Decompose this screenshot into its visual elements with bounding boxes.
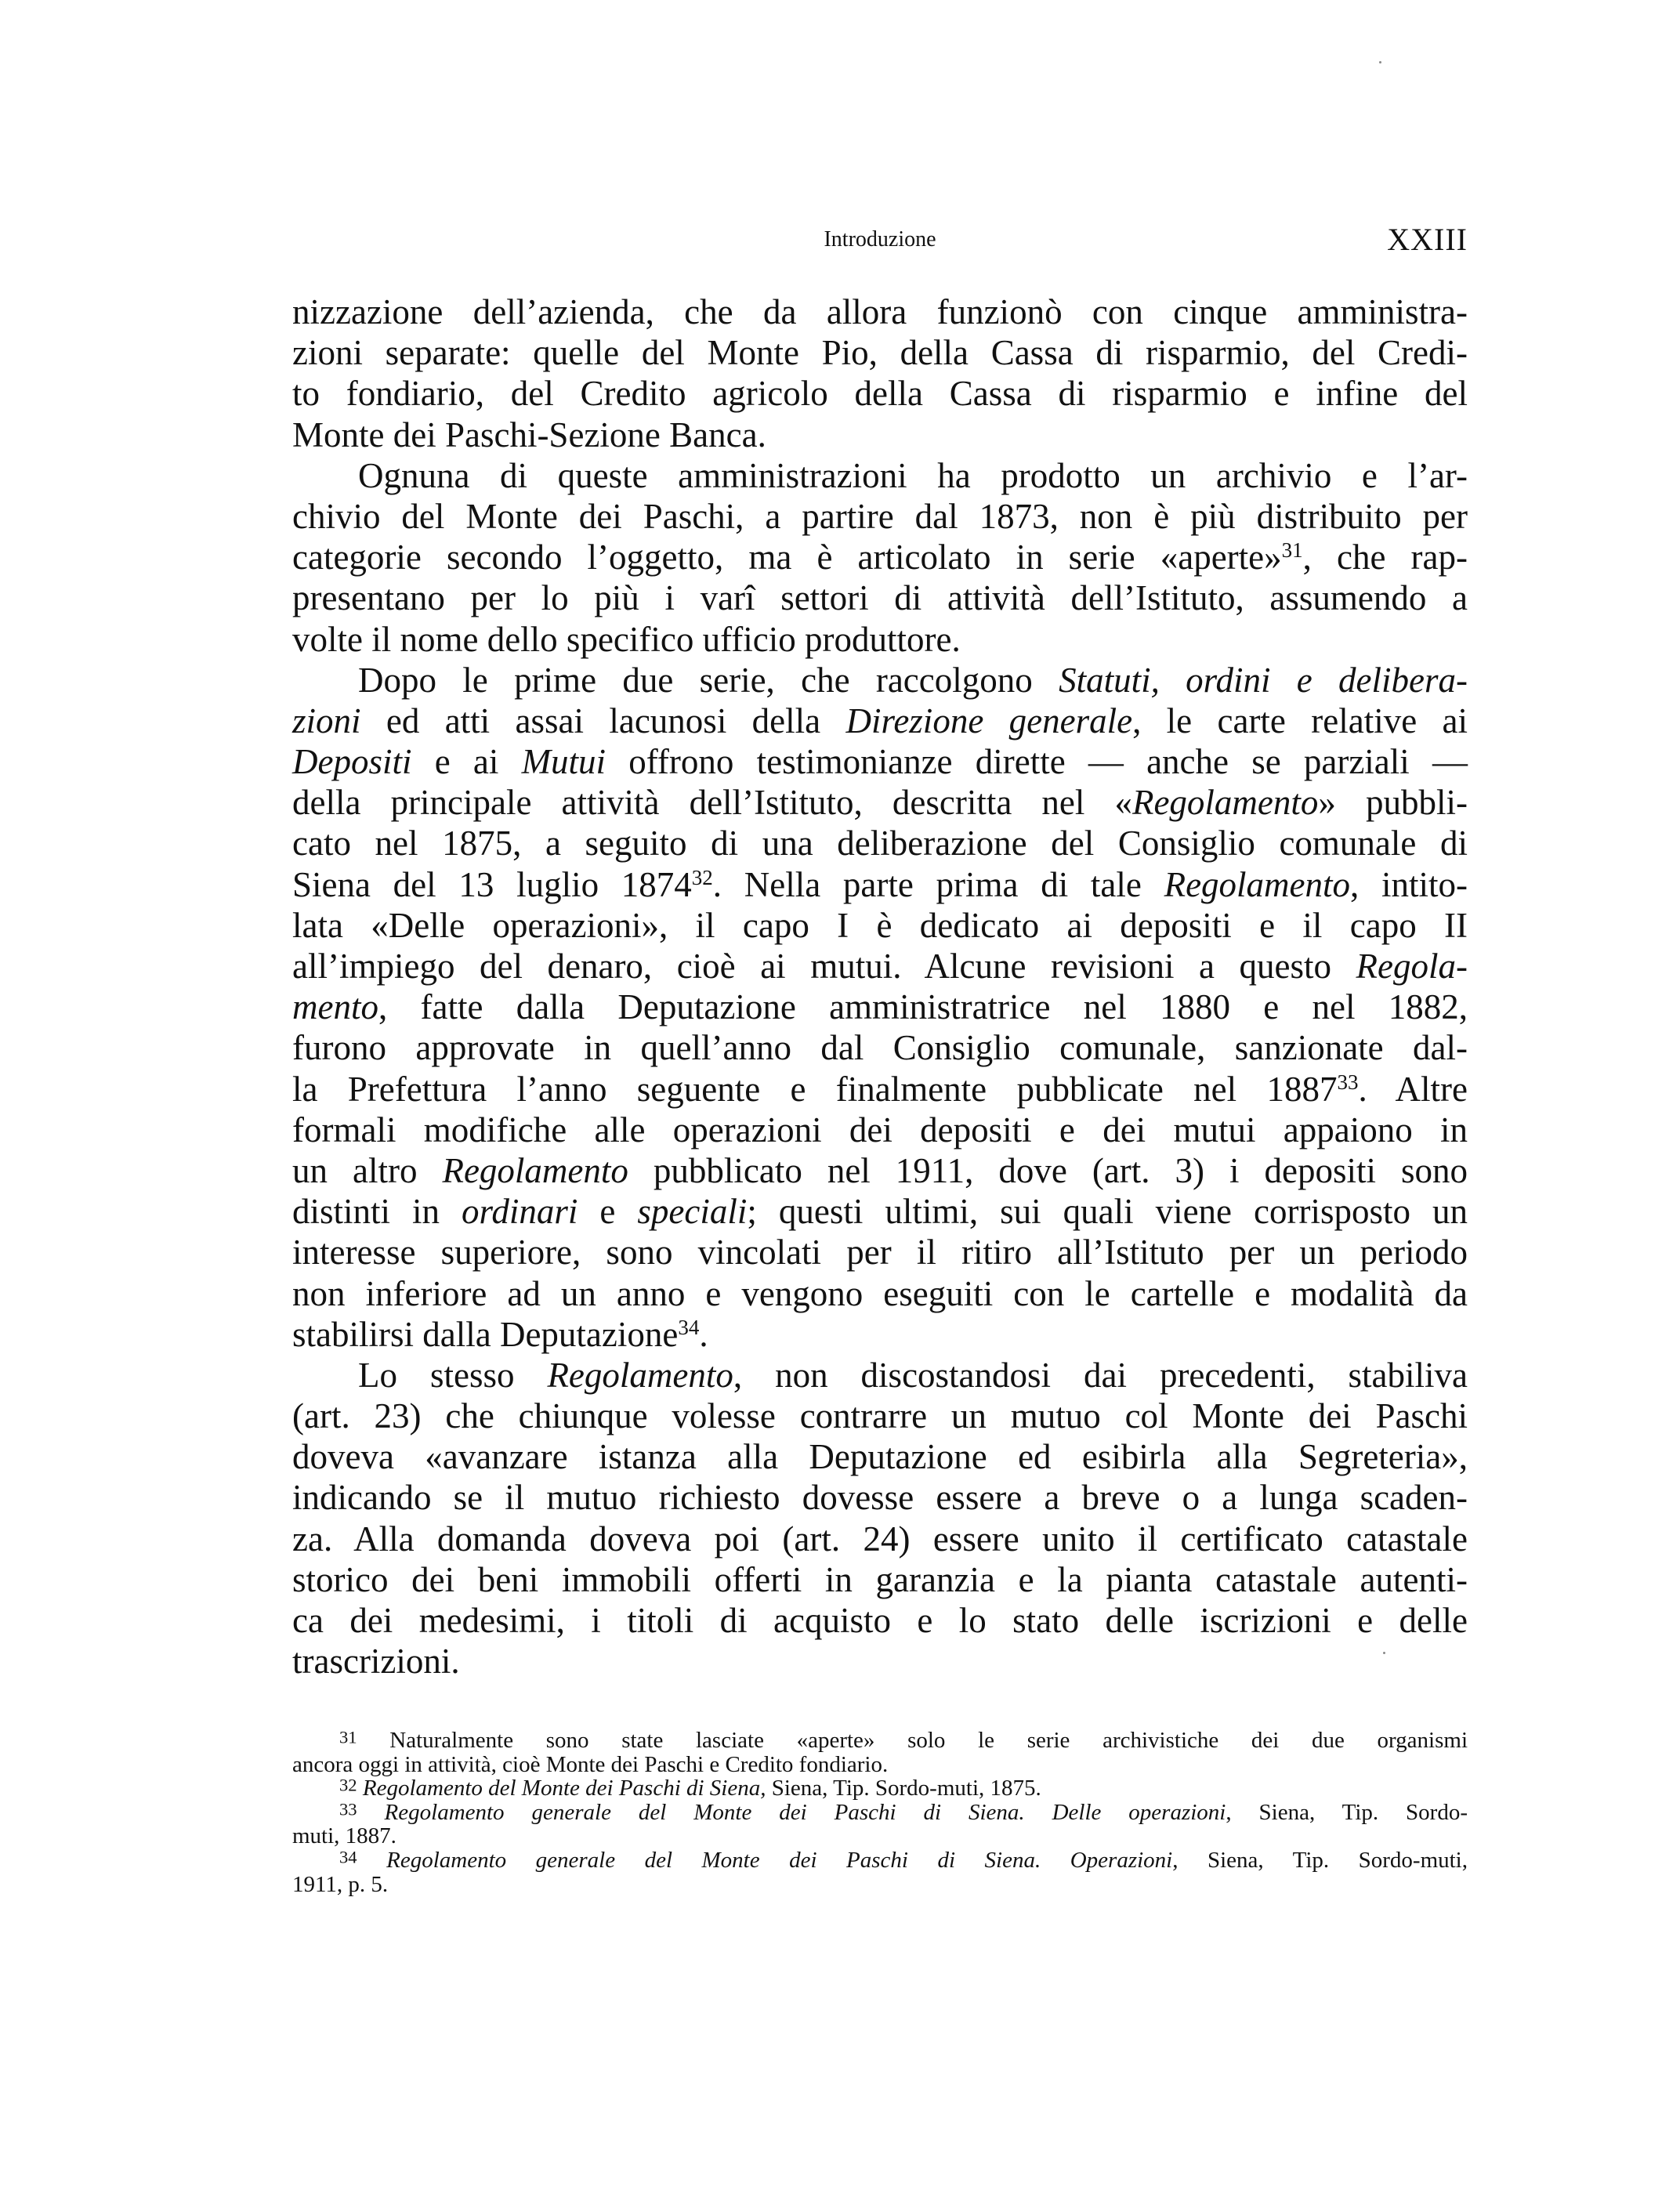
text-run: stabilirsi dalla Deputazione [292, 1314, 679, 1354]
body-line [292, 864, 1468, 905]
footnotes [292, 1729, 1468, 1896]
body-line [292, 905, 1468, 946]
italic-text: Regola- [1356, 947, 1468, 986]
body-line [292, 1396, 1468, 1436]
body-line [292, 987, 1468, 1027]
italic-text: ordinari [462, 1192, 578, 1232]
text-run: , fatte dalla Deputazione amministratrice nel 1880 e nel 1882, [378, 987, 1468, 1027]
footnote-line [292, 1729, 1468, 1753]
body-line [292, 619, 1468, 660]
text-run: ca dei medesimi, i titoli di acquisto e lo stato delle iscrizioni e delle [292, 1601, 1468, 1640]
body-line [292, 701, 1468, 741]
text-run: Naturalmente sono state lasciate «aperte» solo le serie archivistiche dei due organismi [357, 1728, 1468, 1753]
text-run: la Prefettura l’anno seguente e finalmente pubblicate nel 1887 [292, 1069, 1338, 1109]
text-run: Siena, Tip. Sordo-muti, 1875. [766, 1776, 1041, 1801]
text-run: presentano per lo più i varî settori di attività dell’Istituto, assumendo a [292, 578, 1468, 618]
text-run [357, 1848, 387, 1873]
text-run: » pubbli- [1318, 783, 1468, 823]
text-run [357, 1800, 385, 1825]
footnote-reference: 34 [678, 1315, 700, 1339]
text-run: ; questi ultimi, sui quali viene corrisposto un [747, 1192, 1468, 1232]
text-run: distinti in [292, 1192, 462, 1232]
text-run: chivio del Monte dei Paschi, a partire dal 1873, non è più distribuito per [292, 496, 1468, 536]
italic-text: Regolamento [1164, 864, 1351, 904]
text-run: muti, 1887. [292, 1823, 396, 1849]
italic-text: Regolamento [1131, 783, 1319, 823]
body-line [292, 1641, 1468, 1682]
body-line [292, 1314, 1468, 1355]
text-run: nizzazione dell’azienda, che da allora funzionò con cinque amministra- [292, 292, 1468, 331]
text-run: to fondiario, del Credito agricolo della Cassa di risparmio e infine del [292, 374, 1468, 414]
footnote-reference: 33 [1337, 1070, 1359, 1094]
text-run: ancora oggi in attività, cioè Monte dei Paschi e Credito fondiario. [292, 1751, 889, 1777]
body-line [292, 1110, 1468, 1150]
text-run: categorie secondo l’oggetto, ma è articolato in serie «aperte» [292, 538, 1282, 577]
body-line [292, 823, 1468, 863]
text-run: , non discostandosi dai precedenti, stabiliva [733, 1355, 1468, 1395]
body-line [292, 415, 1468, 455]
body-line [292, 782, 1468, 823]
text-run: e [578, 1192, 638, 1232]
body-line [292, 1232, 1468, 1273]
footnote-reference: 31 [1281, 538, 1303, 563]
italic-text: Regolamento [442, 1150, 628, 1190]
body-line [292, 1027, 1468, 1068]
italic-text: mento [292, 987, 378, 1027]
footnote-reference: 31 [339, 1727, 357, 1747]
text-run: Monte dei Paschi-Sezione Banca. [292, 415, 766, 454]
body-line [292, 1191, 1468, 1232]
body-line [292, 332, 1468, 373]
italic-text: Regolamento [547, 1355, 733, 1395]
body-line [292, 660, 1468, 701]
italic-text: Depositi [292, 742, 412, 782]
text-run: Dopo le prime due serie, che raccolgono [358, 660, 1059, 700]
body-line [292, 496, 1468, 537]
body-line [292, 1150, 1468, 1191]
text-run: interesse superiore, sono vincolati per il ritiro all’Istituto per un periodo [292, 1233, 1468, 1273]
body-line [292, 1600, 1468, 1641]
body-line [292, 1273, 1468, 1314]
text-run: Ognuna di queste amministrazioni ha prodotto un archivio e l’ar- [358, 455, 1468, 495]
text-run: offrono testimonianze dirette — anche se parziali — [606, 742, 1468, 782]
italic-text: Regolamento del Monte dei Paschi di Siena, [362, 1776, 766, 1801]
text-run: furono approvate in quell’anno dal Consiglio comunale, sanzionate dal- [292, 1028, 1468, 1068]
text-run: pubblicato nel 1911, dove (art. 3) i depositi sono [628, 1150, 1468, 1190]
body-line [292, 1069, 1468, 1110]
body-line [292, 946, 1468, 987]
running-head-title: Introduzione [824, 227, 936, 252]
italic-text: Regolamento generale del Monte dei Paschi di Siena. Operazioni [386, 1847, 1173, 1873]
text-run: e ai [411, 742, 522, 782]
text-run: , Siena, Tip. Sordo- [1226, 1799, 1468, 1825]
italic-text: zioni [292, 701, 361, 740]
running-head [292, 221, 1468, 260]
text-run: volte il nome dello specifico ufficio produttore. [292, 619, 961, 659]
text-run: indicando se il mutuo richiesto dovesse essere a breve o a lunga scaden- [292, 1478, 1468, 1518]
body-line [292, 455, 1468, 496]
body-line [292, 1559, 1468, 1600]
italic-text: Regolamento generale del Monte dei Paschi di Siena. Delle operazioni [384, 1799, 1226, 1825]
body-text [292, 291, 1468, 1682]
text-run: . Altre [1358, 1069, 1468, 1109]
body-line [292, 291, 1468, 332]
text-run: un altro [292, 1150, 443, 1190]
text-run: za. Alla domanda doveva poi (art. 24) essere unito il certificato catastale [292, 1519, 1468, 1559]
text-run: formali modifiche alle operazioni dei depositi e dei mutui appaiono in [292, 1110, 1468, 1149]
italic-text: speciali [637, 1192, 748, 1232]
body-line [292, 1436, 1468, 1477]
text-run: lata «Delle operazioni», il capo I è dedicato ai depositi e il capo II [292, 905, 1468, 945]
text-run: Siena del 13 luglio 1874 [292, 864, 692, 904]
footnote-line [292, 1873, 1468, 1897]
text-run: Lo stesso [358, 1355, 548, 1395]
footnote-line [292, 1753, 1468, 1777]
text-run: . Nella parte prima di tale [712, 864, 1164, 904]
text-run: all’impiego del denaro, cioè ai mutui. Alcune revisioni a questo [292, 947, 1356, 986]
text-run: storico dei beni immobili offerti in garanzia e la pianta catastale autenti- [292, 1559, 1468, 1599]
footnote-line [292, 1801, 1468, 1825]
body-line [292, 741, 1468, 782]
body-line [292, 1355, 1468, 1396]
scan-speck [1383, 1652, 1385, 1654]
footnote-reference: 32 [691, 865, 713, 889]
text-run: (art. 23) che chiunque volesse contrarre un mutuo col Monte dei Paschi [292, 1396, 1468, 1436]
text-run: doveva «avanzare istanza alla Deputazione ed esibirla alla Segreteria», [292, 1437, 1468, 1477]
italic-text: Mutui [521, 742, 606, 782]
text-run: ed atti assai lacunosi della [360, 701, 846, 740]
footnote-line [292, 1824, 1468, 1848]
text-run: , che rap- [1302, 538, 1468, 577]
text-run: zioni separate: quelle del Monte Pio, della Cassa di risparmio, del Credi- [292, 333, 1468, 373]
text-run: non inferiore ad un anno e vengono eseguiti con le cartelle e modalità da [292, 1273, 1468, 1313]
footnote-line [292, 1848, 1468, 1873]
body-line [292, 373, 1468, 414]
text-run: . [699, 1314, 708, 1354]
body-line [292, 1477, 1468, 1518]
body-line [292, 577, 1468, 618]
text-run: cato nel 1875, a seguito di una deliberazione del Consiglio comunale di [292, 824, 1468, 863]
text-run: , le carte relative ai [1132, 701, 1468, 740]
text-run [357, 1776, 363, 1801]
text-run: , Siena, Tip. Sordo-muti, [1172, 1847, 1468, 1873]
text-run: , intito- [1350, 864, 1468, 904]
footnote-reference: 34 [339, 1847, 357, 1867]
footnote-line [292, 1776, 1468, 1801]
scan-speck [1379, 61, 1381, 63]
footnote-reference: 33 [339, 1799, 357, 1819]
footnote-reference: 32 [339, 1775, 357, 1795]
italic-text: Statuti, ordini e delibera- [1059, 660, 1468, 700]
italic-text: Direzione generale [845, 701, 1133, 740]
text-run: 1911, p. 5. [292, 1871, 389, 1897]
body-line [292, 1519, 1468, 1559]
text-run: trascrizioni. [292, 1642, 460, 1682]
page-number: XXIII [1387, 222, 1468, 257]
text-run: della principale attività dell’Istituto, descritta nel « [292, 783, 1132, 823]
body-line [292, 537, 1468, 577]
